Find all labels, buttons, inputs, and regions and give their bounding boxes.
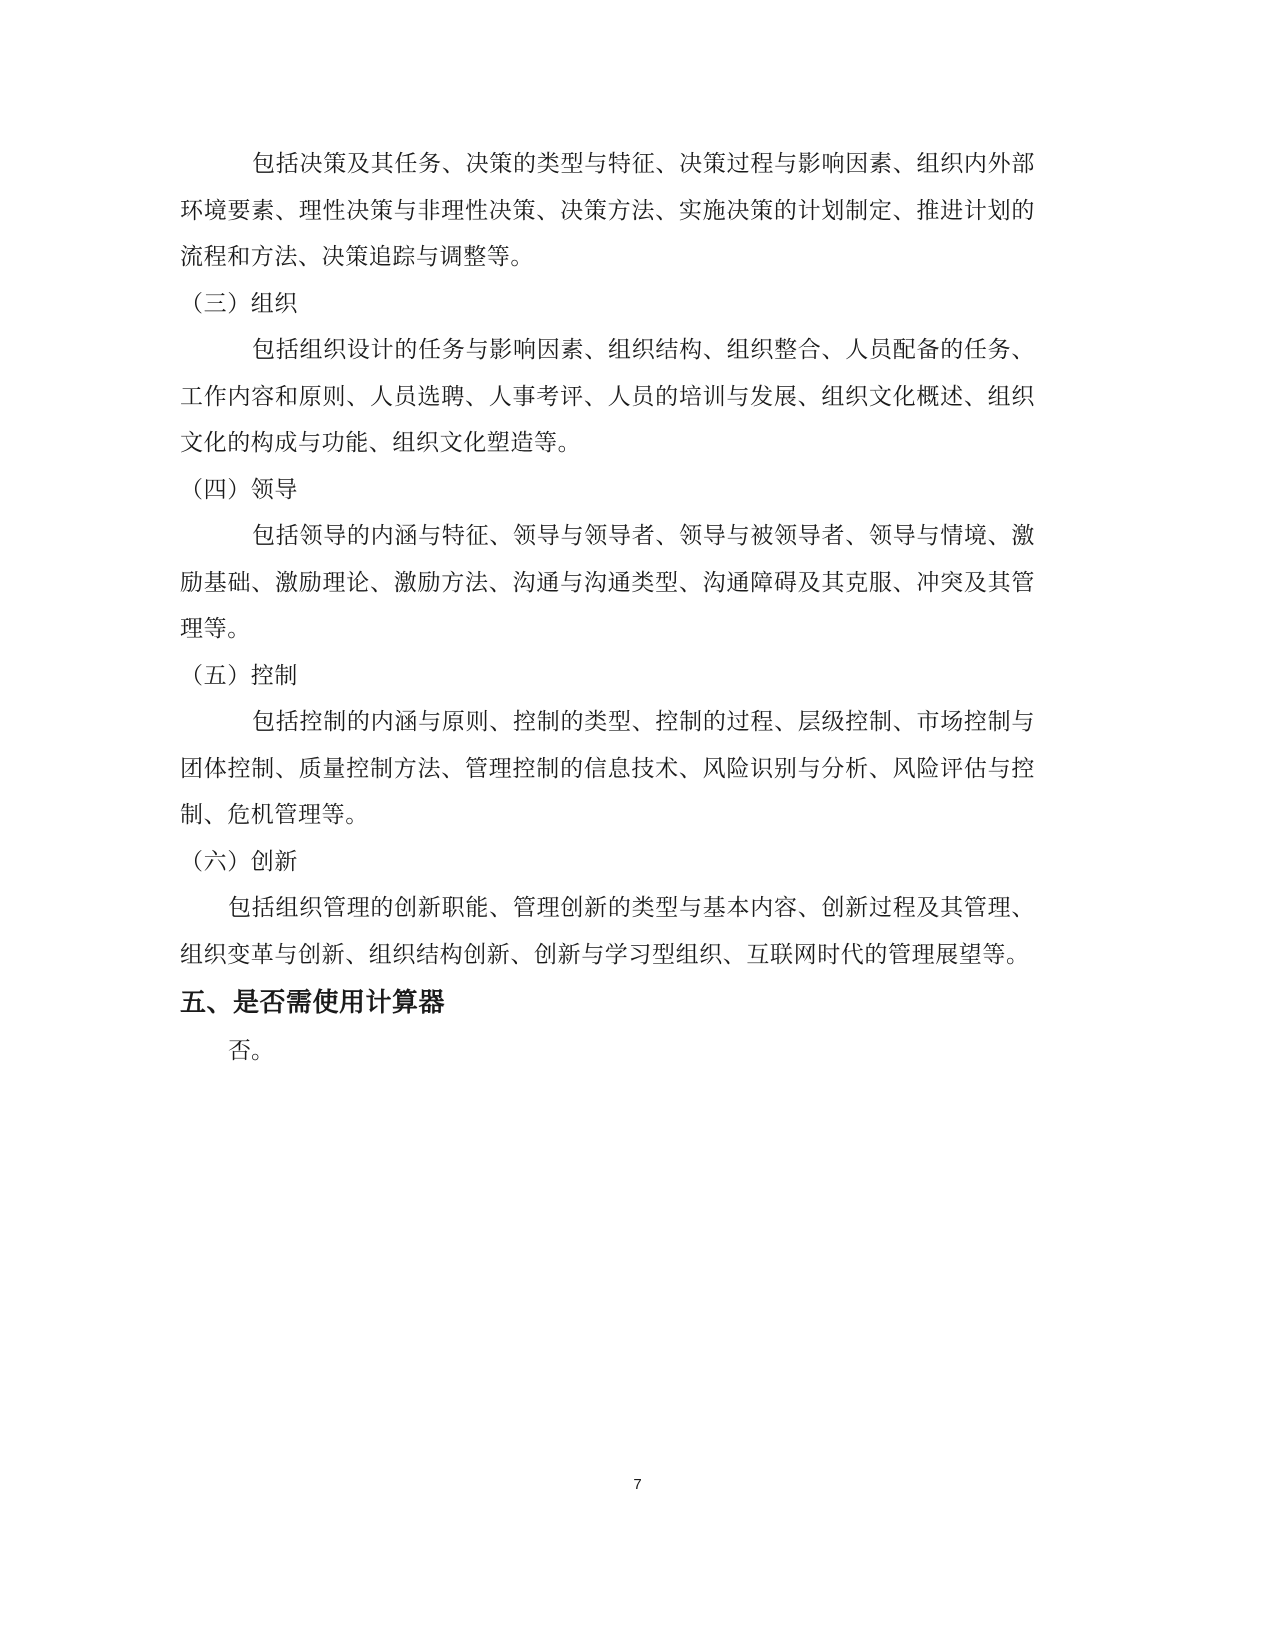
page-content <box>180 141 1035 1074</box>
paragraph-decision-content: 包括决策及其任务、决策的类型与特征、决策过程与影响因素、组织内外部环境要素、理性决策与非理性决策、决策方法、实施决策的计划制定、推进计划的流程和方法、决策追踪与调整等。 <box>180 151 1035 270</box>
section-heading-calculator: 五、是否需使用计算器 <box>180 988 446 1018</box>
subheading-leadership: （四）领导 <box>180 476 298 503</box>
paragraph-leadership-content: 包括领导的内涵与特征、领导与领导者、领导与被领导者、领导与情境、激励基础、激励理论、激励方法、沟通与沟通类型、沟通障碍及其克服、冲突及其管理等。 <box>180 523 1035 642</box>
paragraph-organization-content: 包括组织设计的任务与影响因素、组织结构、组织整合、人员配备的任务、工作内容和原则、人员选聘、人事考评、人员的培训与发展、组织文化概述、组织文化的构成与功能、组织文化塑造等。 <box>180 337 1035 456</box>
subheading-innovation: （六）创新 <box>180 848 298 875</box>
subheading-control: （五）控制 <box>180 662 298 689</box>
paragraph-control-content: 包括控制的内涵与原则、控制的类型、控制的过程、层级控制、市场控制与团体控制、质量控制方法、管理控制的信息技术、风险识别与分析、风险评估与控制、危机管理等。 <box>180 709 1035 828</box>
paragraph-innovation-content: 包括组织管理的创新职能、管理创新的类型与基本内容、创新过程及其管理、组织变革与创新、组织结构创新、创新与学习型组织、互联网时代的管理展望等。 <box>180 895 1035 968</box>
calculator-answer: 否。 <box>228 1038 274 1064</box>
subheading-organization: （三）组织 <box>180 290 298 317</box>
page-number: 7 <box>633 1476 642 1493</box>
